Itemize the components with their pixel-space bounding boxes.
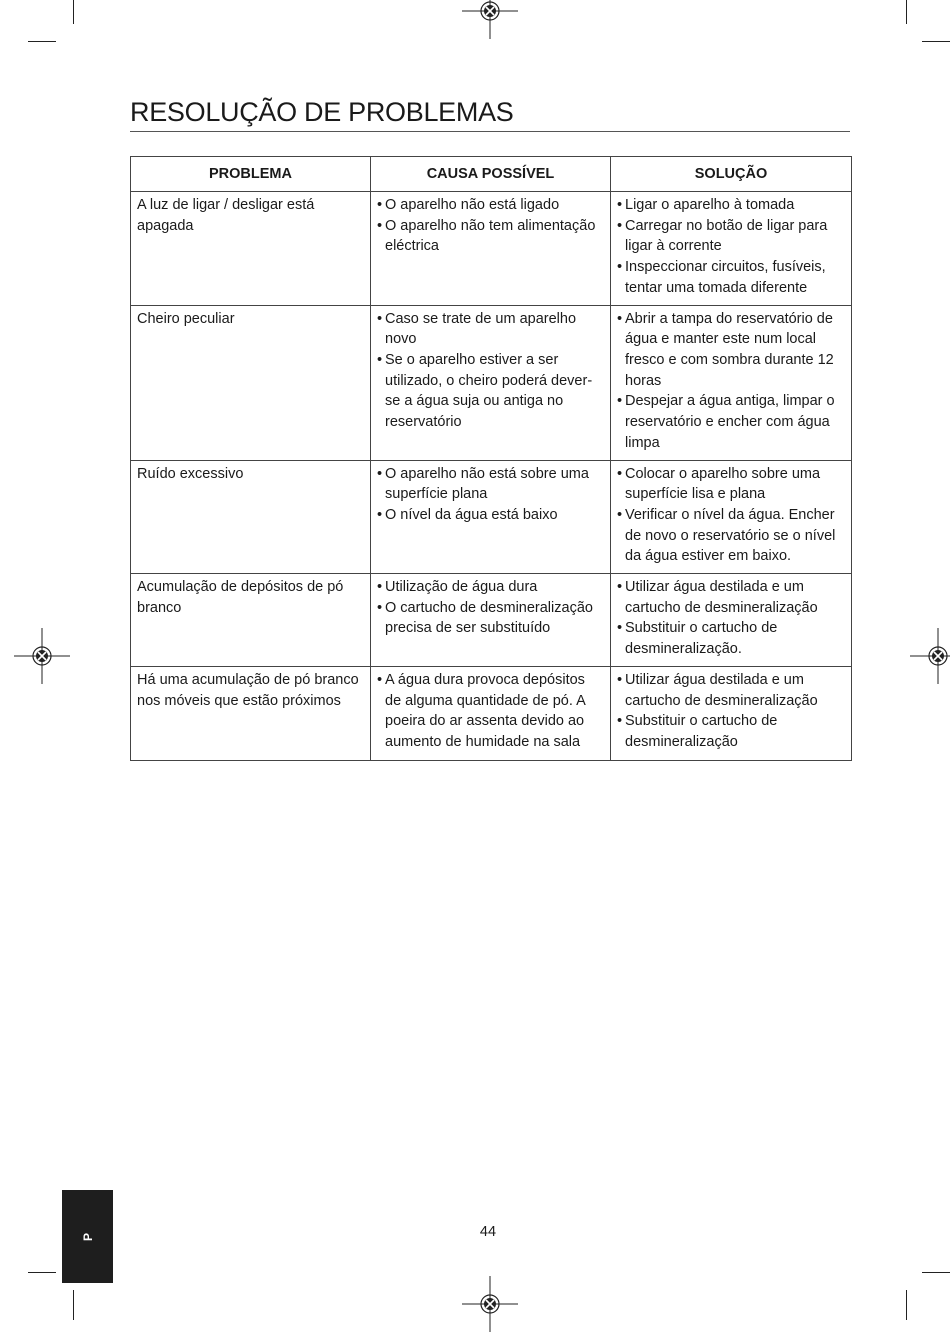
registration-mark-icon bbox=[462, 1276, 518, 1332]
column-header-solution: SOLUÇÃO bbox=[611, 157, 852, 192]
crop-mark bbox=[73, 0, 74, 24]
solution-cell bbox=[611, 192, 852, 306]
troubleshooting-table bbox=[130, 156, 852, 761]
solution-item: • Despejar a água antiga, limpar o reservatório e encher com água limpa bbox=[617, 391, 845, 453]
registration-mark-icon bbox=[14, 628, 70, 684]
cause-item: • O nível da água está baixo bbox=[377, 505, 604, 526]
column-header-problem: PROBLEMA bbox=[131, 157, 371, 192]
crop-mark bbox=[906, 1290, 907, 1320]
problem-cell: A luz de ligar / desligar está apagada bbox=[131, 192, 371, 306]
problem-cell: Cheiro peculiar bbox=[131, 305, 371, 460]
solution-item: • Utilizar água destilada e um cartucho de desmineralização bbox=[617, 577, 845, 618]
solution-item: • Verificar o nível da água. Encher de novo o reservatório se o nível da água estiver em baixo. bbox=[617, 505, 845, 567]
solution-item: • Substituir o cartucho de desmineralização bbox=[617, 711, 845, 752]
crop-mark bbox=[28, 1272, 56, 1273]
solution-item: • Substituir o cartucho de desmineralização. bbox=[617, 618, 845, 659]
crop-mark bbox=[28, 41, 56, 42]
solution-item: • Ligar o aparelho à tomada bbox=[617, 195, 845, 216]
solution-cell bbox=[611, 574, 852, 667]
cause-cell bbox=[371, 667, 611, 761]
problem-cell: Ruído excessivo bbox=[131, 460, 371, 574]
solution-item: • Abrir a tampa do reservatório de água e manter este num local fresco e com sombra durante 12 horas bbox=[617, 309, 845, 392]
table-header-row bbox=[131, 157, 852, 192]
solution-cell bbox=[611, 667, 852, 761]
cause-cell bbox=[371, 305, 611, 460]
solution-item: • Inspeccionar circuitos, fusíveis, tentar uma tomada diferente bbox=[617, 257, 845, 298]
crop-mark bbox=[922, 1272, 950, 1273]
cause-item: • Se o aparelho estiver a ser utilizado, o cheiro poderá dever-se a água suja ou antiga no reservatório bbox=[377, 350, 604, 433]
cause-item: • A água dura provoca depósitos de alguma quantidade de pó. A poeira do ar assenta devido ao aumento de humidade na sala bbox=[377, 670, 604, 753]
page-number: 44 bbox=[479, 1224, 497, 1240]
column-header-cause: CAUSA POSSÍVEL bbox=[371, 157, 611, 192]
crop-mark bbox=[73, 1290, 74, 1320]
language-side-tab bbox=[62, 1190, 113, 1283]
cause-item: • O aparelho não tem alimentação eléctrica bbox=[377, 216, 604, 257]
cause-cell bbox=[371, 460, 611, 574]
registration-mark-icon bbox=[462, 0, 518, 39]
crop-mark bbox=[906, 0, 907, 24]
language-tab-label: P bbox=[80, 1232, 95, 1241]
table-row bbox=[131, 192, 852, 306]
cause-item: • O aparelho não está ligado bbox=[377, 195, 604, 216]
registration-mark-icon bbox=[910, 628, 950, 684]
cause-item: • Caso se trate de um aparelho novo bbox=[377, 309, 604, 350]
solution-cell bbox=[611, 305, 852, 460]
cause-item: • Utilização de água dura bbox=[377, 577, 604, 598]
cause-cell bbox=[371, 574, 611, 667]
cause-item: • O cartucho de desmineralização precisa de ser substituído bbox=[377, 598, 604, 639]
table-row bbox=[131, 574, 852, 667]
table-row bbox=[131, 667, 852, 761]
cause-item: • O aparelho não está sobre uma superfície plana bbox=[377, 464, 604, 505]
problem-cell: Acumulação de depósitos de pó branco bbox=[131, 574, 371, 667]
table-row bbox=[131, 305, 852, 460]
solution-item: • Colocar o aparelho sobre uma superfície lisa e plana bbox=[617, 464, 845, 505]
crop-mark bbox=[922, 41, 950, 42]
solution-cell bbox=[611, 460, 852, 574]
solution-item: • Utilizar água destilada e um cartucho de desmineralização bbox=[617, 670, 845, 711]
cause-cell bbox=[371, 192, 611, 306]
solution-item: • Carregar no botão de ligar para ligar à corrente bbox=[617, 216, 845, 257]
page-title: RESOLUÇÃO DE PROBLEMAS bbox=[130, 96, 850, 132]
table-row bbox=[131, 460, 852, 574]
problem-cell: Há uma acumulação de pó branco nos móveis que estão próximos bbox=[131, 667, 371, 761]
